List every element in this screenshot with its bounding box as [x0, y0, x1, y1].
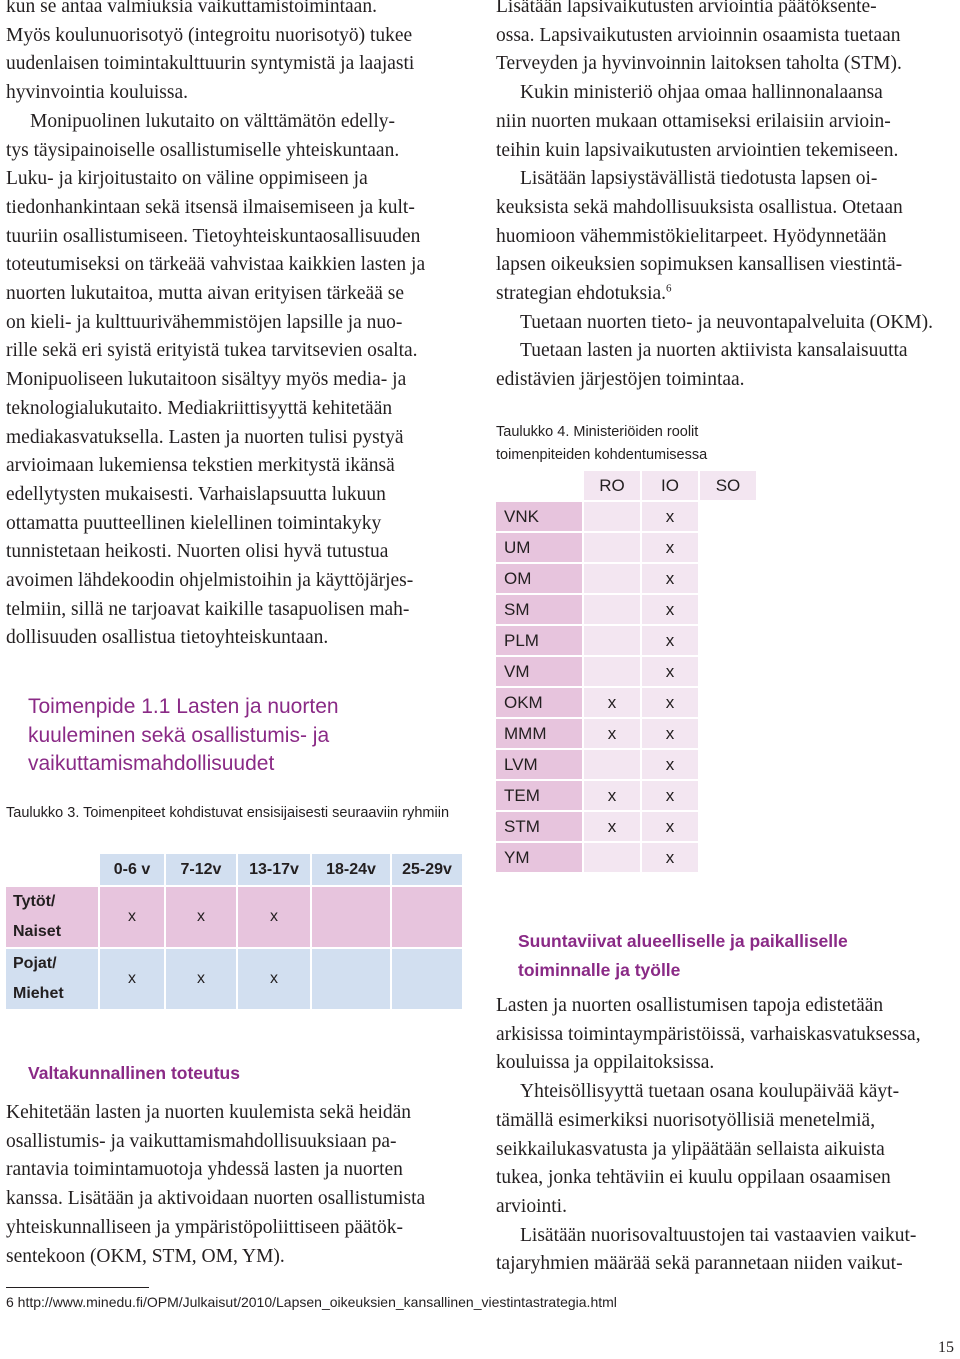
text-line: tuuriin osallistumiseen. Tietoyhteiskuntaosallisuuden [6, 225, 421, 247]
table4-cell: x [584, 719, 640, 748]
table4-cell: x [642, 750, 698, 779]
table4-cell: x [642, 843, 698, 872]
table4-cell: x [642, 719, 698, 748]
text-line: dollisuuden osallistua tietoyhteiskuntaan. [6, 627, 329, 649]
table4-ministry-label: STM [496, 812, 582, 841]
table4-ministry-label: UM [496, 533, 582, 562]
table4-cell: x [642, 812, 698, 841]
table4-cell [700, 688, 756, 717]
table4 [494, 469, 758, 874]
text-line: kun se antaa valmiuksia vaikuttamistoimintaan. [6, 0, 377, 17]
table4-cell: x [642, 688, 698, 717]
table3-cell [312, 949, 390, 1009]
caption-line: toimenpiteiden kohdentumisessa [496, 447, 708, 463]
text-line: Lisätään lapsiystävällistä tiedotusta lapsen oi- [520, 168, 878, 190]
table4-cell: x [642, 626, 698, 655]
text-line: kouluissa ja oppilaitoksissa. [496, 1052, 715, 1074]
table3-corner [6, 854, 98, 885]
table4-cell [700, 843, 756, 872]
text-line: huomioon vähemmistökielitarpeet. Hyödynnetään [496, 225, 887, 247]
footnote: 6 http://www.minedu.fi/OPM/Julkaisut/2010/Lapsen_oikeuksien_kansallinen_viestintastrategia.html [6, 1294, 617, 1310]
paragraph-everyday [496, 992, 956, 1078]
right-column [496, 0, 956, 395]
text-line: arviointi. [496, 1195, 567, 1217]
text-line: tajaryhmien määrää sekä parannetaan niiden vaikut- [496, 1253, 903, 1275]
table4-ministry-label: LVM [496, 750, 582, 779]
national-heading: Valtakunnallinen toteutus [28, 1063, 240, 1083]
table4-cell: x [642, 533, 698, 562]
heading-line: vaikuttamismahdollisuudet [28, 752, 275, 775]
text-line: Kehitetään lasten ja nuorten kuulemista sekä heidän [6, 1102, 412, 1123]
text-line: avoimen lähdekoodin ohjelmistoihin ja käyttöjärjes- [6, 570, 414, 592]
table4-cell [584, 626, 640, 655]
table4-row [496, 533, 756, 562]
table4-ministry-label: VM [496, 657, 582, 686]
paragraph-councils [496, 1222, 956, 1279]
text-line: tukea, jonka tehtäviin ei kuulu oppilaan osaamisen [496, 1167, 891, 1189]
text-line: Terveyden ja hyvinvoinnin laitoksen taholta (STM). [496, 53, 902, 75]
table4-ministry-label: SM [496, 595, 582, 624]
paragraph-information [496, 165, 956, 309]
table3-column-header: 25-29v [392, 854, 462, 885]
row-label-line: Pojat/ [13, 955, 57, 972]
guidelines-heading [518, 927, 848, 985]
table4-cell [700, 812, 756, 841]
table4-row [496, 657, 756, 686]
table4-cell [584, 595, 640, 624]
paragraph-intro [6, 0, 468, 108]
table4-row [496, 843, 756, 872]
table4-cell [700, 781, 756, 810]
text-line: arvioimaan lukemiensa tekstien merkitystä ikänsä [6, 455, 395, 477]
heading-line: Suuntaviivat alueelliselle ja paikalliselle [518, 931, 848, 951]
table3-cell: x [238, 949, 310, 1009]
text-line: Monipuoliseen lukutaitoon sisältyy myös media- ja [6, 369, 407, 391]
paragraph-community [496, 1078, 956, 1222]
table4-cell [700, 719, 756, 748]
table4-cell [700, 750, 756, 779]
text-line: tys täysipainoiselle osallistumiselle yhteiskuntaan. [6, 139, 400, 161]
text-line: ossa. Lapsivaikutusten arvioinnin osaamista tuetaan [496, 24, 901, 46]
page-number: 15 [938, 1339, 954, 1356]
text-line: Luku- ja kirjoitustaito on väline oppimiseen ja [6, 168, 368, 190]
text-line: teihin kuin lapsivaikutusten arviointien tekemiseen. [496, 139, 899, 161]
text-line: Kukin ministeriö ohjaa omaa hallinnonalaansa [520, 82, 883, 104]
table3-cell: x [166, 887, 236, 947]
table4-row [496, 719, 756, 748]
table4-cell [700, 564, 756, 593]
table4-cell [584, 564, 640, 593]
table3-cell [392, 949, 462, 1009]
table3-cell [392, 887, 462, 947]
text-line: Monipuolinen lukutaito on välttämätön edelly- [30, 110, 396, 132]
table3-row-label [6, 887, 98, 947]
table4-cell: x [642, 657, 698, 686]
table4-cell [584, 533, 640, 562]
text-line: tunnistetaan heikosti. Nuorten olisi hyvä tutustua [6, 541, 389, 563]
text-line: keuksista sekä mahdollisuuksista osallistua. Otetaan [496, 196, 903, 218]
table4-ministry-label: TEM [496, 781, 582, 810]
paragraph-ministries [496, 79, 956, 165]
text-line: Lasten ja nuorten osallistumisen tapoja edistetään [496, 995, 884, 1016]
table4-column-header: SO [700, 471, 756, 500]
heading-line: toiminnalle ja työlle [518, 960, 681, 980]
paragraph-literacy [6, 108, 468, 653]
table4-corner [496, 471, 582, 500]
table3-cell: x [100, 949, 164, 1009]
paragraph-citizenship [496, 337, 956, 394]
table4-row [496, 595, 756, 624]
guidelines-text [496, 992, 956, 1279]
text-line: nuorten lukutaitoa, mutta aivan erityisen tärkeää se [6, 283, 404, 305]
table4-ministry-label: MMM [496, 719, 582, 748]
table4-ministry-label: VNK [496, 502, 582, 531]
measure-heading [28, 693, 339, 779]
text-line: hyvinvointia kouluissa. [6, 82, 188, 104]
row-label-line: Tytöt/ [13, 893, 56, 910]
table4-cell [700, 502, 756, 531]
table4-ministry-label: OM [496, 564, 582, 593]
text-line: Yhteisöllisyyttä tuetaan osana koulupäivää käyt- [520, 1081, 900, 1103]
table4-cell: x [584, 688, 640, 717]
footnote-divider [6, 1287, 149, 1288]
table4-cell: x [584, 812, 640, 841]
heading-line: Toimenpide 1.1 Lasten ja nuorten [28, 695, 339, 718]
text-line: Lisätään nuorisovaltuustojen tai vastaavien vaikut- [520, 1224, 917, 1246]
text-line: Tuetaan nuorten tieto- ja neuvontapalveluita (OKM). [520, 311, 934, 333]
national-text [6, 1099, 468, 1271]
text-line: teknologialukutaito. Mediakriittisyyttä kehitetään [6, 397, 393, 419]
table3-cell: x [238, 887, 310, 947]
table4-row [496, 750, 756, 779]
table4-ministry-label: YM [496, 843, 582, 872]
table4-cell [584, 502, 640, 531]
table4-cell: x [584, 781, 640, 810]
table4-cell [584, 843, 640, 872]
text-line: ottamatta puutteellinen kielellinen toimintakyky [6, 512, 382, 534]
table3-column-header: 7-12v [166, 854, 236, 885]
table3-row-boys [6, 949, 462, 1009]
table4-ministry-label: PLM [496, 626, 582, 655]
table3-column-header: 13-17v [238, 854, 310, 885]
table4-row [496, 812, 756, 841]
text-line: mediakasvatuksella. Lasten ja nuorten tulisi pystyä [6, 426, 404, 448]
table4-caption [496, 421, 796, 467]
table3-cell: x [166, 949, 236, 1009]
left-column [6, 0, 468, 653]
table3-column-header: 0-6 v [100, 854, 164, 885]
table4-cell: x [642, 595, 698, 624]
text-line: edistävien järjestöjen toimintaa. [496, 369, 745, 391]
text-line: toteutumiseksi on tärkeää vahvistaa kaikkien lasten ja [6, 254, 426, 276]
heading-line: kuuleminen sekä osallistumis- ja [28, 723, 330, 747]
paragraph-info-services [496, 309, 956, 338]
table3-column-header: 18-24v [312, 854, 390, 885]
table4-ministry-label: OKM [496, 688, 582, 717]
text-line: uudenlaisen toimintakulttuurin syntymistä ja laajasti [6, 53, 415, 75]
caption-line: Taulukko 4. Ministeriöiden roolit [496, 424, 699, 440]
table3 [4, 852, 464, 1011]
text-line: rille sekä eri syistä erityistä tukea tarvitsevien osalta. [6, 340, 418, 362]
table4-cell [700, 533, 756, 562]
text-line: rantavia toimintamuotoja yhdessä lasten ja nuorten [6, 1159, 403, 1181]
table4-row [496, 688, 756, 717]
text-line: osallistumis- ja vaikuttamismahdollisuuksiaan pa- [6, 1130, 397, 1152]
table4-cell: x [642, 564, 698, 593]
table4-cell [700, 595, 756, 624]
table4-cell: x [642, 502, 698, 531]
text-line: seikkailukasvatusta ja ylipäätään sellaista aikuista [496, 1138, 885, 1160]
table4-cell: x [642, 781, 698, 810]
table4-row [496, 564, 756, 593]
table3-cell: x [100, 887, 164, 947]
text-line [496, 280, 956, 309]
table4-header-row [496, 471, 756, 500]
table4-column-header: RO [584, 471, 640, 500]
table4-cell [700, 657, 756, 686]
text-line: edellytysten mukaisesti. Varhaislapsuutta lukuun [6, 483, 386, 505]
table4-cell [584, 657, 640, 686]
table4-row [496, 781, 756, 810]
table3-header-row [6, 854, 462, 885]
text-line: kanssa. Lisätään ja aktivoidaan nuorten osallistumista [6, 1188, 426, 1210]
text-line: sentekoon (OKM, STM, OM, YM). [6, 1245, 285, 1267]
table3-caption: Taulukko 3. Toimenpiteet kohdistuvat ensisijaisesti seuraaviin ryhmiin [6, 805, 450, 821]
text-line: yhteiskunnalliseen ja ympäristöpoliittiseen päätök- [6, 1216, 403, 1238]
text-line: lapsen oikeuksien sopimuksen kansallisen viestintä- [496, 254, 903, 276]
table4-cell [700, 626, 756, 655]
text-line: on kieli- ja kulttuurivähemmistöjen lapsille ja nuo- [6, 311, 403, 333]
paragraph-child-impact [496, 0, 956, 79]
text-line: Lisätään lapsivaikutusten arviointia päätöksente- [496, 0, 877, 17]
table4-cell [584, 750, 640, 779]
table4-column-header: IO [642, 471, 698, 500]
text-fragment: strategian ehdotuksia. [496, 283, 667, 305]
text-line: niin nuorten mukaan ottamiseksi erilaisiin arvioin- [496, 110, 891, 132]
footnote-reference: 6 [666, 282, 672, 295]
text-line: Myös koulunuorisotyö (integroitu nuorisotyö) tukee [6, 24, 413, 46]
row-label-line: Miehet [13, 985, 64, 1002]
table3-cell [312, 887, 390, 947]
table3-row-label [6, 949, 98, 1009]
text-line: tämällä esimerkiksi nuorisotyöllisiä menetelmiä, [496, 1109, 876, 1131]
text-line: Tuetaan lasten ja nuorten aktiivista kansalaisuutta [520, 340, 908, 362]
table3-row-girls [6, 887, 462, 947]
row-label-line: Naiset [13, 923, 62, 940]
table4-row [496, 626, 756, 655]
text-line: arkisissa toimintaympäristöissä, varhaiskasvatuksessa, [496, 1023, 921, 1045]
text-line: tiedonhankintaan sekä itsensä ilmaisemiseen ja kult- [6, 196, 415, 218]
table4-row [496, 502, 756, 531]
text-line: telmiin, sillä ne tarjoavat kaikille tasapuolisen mah- [6, 598, 410, 620]
